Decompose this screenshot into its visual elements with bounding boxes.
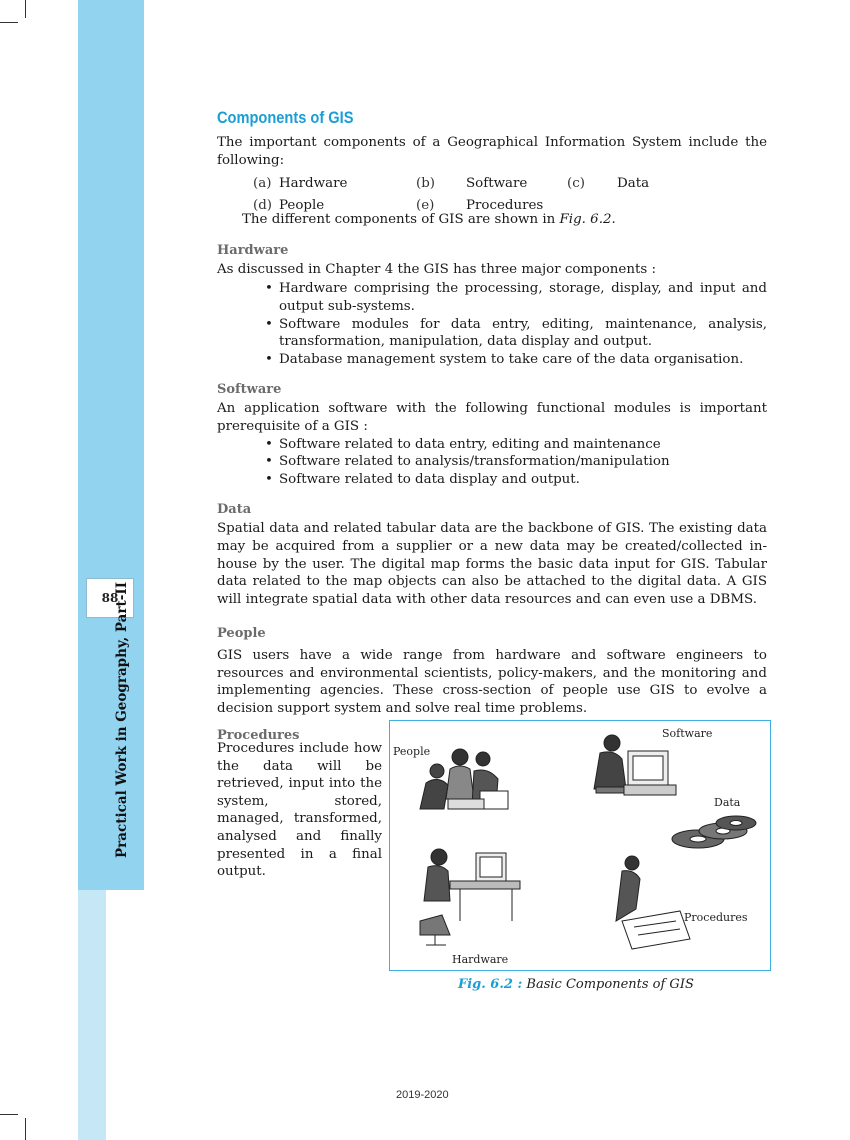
component-name: Data (617, 176, 650, 192)
list-item: • Software related to data entry, editing and maintenance (279, 436, 767, 454)
hardware-list (217, 280, 767, 368)
software-list (217, 436, 767, 489)
people-heading: People (217, 626, 266, 642)
page-number: 88 (86, 578, 134, 618)
crop-mark (25, 0, 26, 18)
main-content (217, 108, 767, 746)
figure-reference: Fig. 6.2. (559, 212, 616, 228)
procedures-heading: Procedures (217, 727, 300, 743)
hardware-illustration (420, 849, 520, 945)
book-title: Practical Work in Geography, Part-II (114, 581, 130, 858)
data-text: Spatial data and related tabular data are the backbone of GIS. The existing data may be acquired from a supplier or a new data may be created/collected in-house by the user. The digital map forms the basic data input for GIS. Tabular data related to the map objects can also be attached to the digital data. A GIS will integrate spatial data with other data resources and can even use a DBMS. (217, 521, 767, 607)
component-name: Procedures (466, 198, 544, 214)
intro-paragraph: The important components of a Geographical Information System include the following: (217, 135, 767, 168)
section-title: Components of GIS (217, 108, 354, 127)
list-item: • Software modules for data entry, editing, maintenance, analysis, transformation, manipulation, data display and output. (279, 316, 767, 351)
component-label: (d) (253, 198, 273, 214)
components-note-text: The different components of GIS are shown in (242, 212, 560, 228)
component-name: Hardware (279, 176, 348, 192)
list-item: • Software related to analysis/transformation/manipulation (279, 453, 767, 471)
crop-mark (25, 1118, 26, 1140)
hardware-heading: Hardware (217, 242, 289, 258)
figure-label-people: People (393, 745, 431, 758)
crop-mark (0, 22, 18, 23)
gis-components-figure (389, 720, 771, 971)
component-label: (c) (567, 176, 585, 192)
component-name: Software (466, 176, 528, 192)
component-label: (e) (416, 198, 435, 214)
figure-caption-text: Basic Components of GIS (522, 977, 694, 992)
component-label: (b) (416, 176, 436, 192)
data-heading: Data (217, 502, 252, 518)
figure-label-hardware: Hardware (452, 953, 509, 966)
component-label: (a) (253, 176, 272, 192)
software-heading: Software (217, 382, 282, 398)
side-strip-dark (78, 0, 144, 890)
figure-label-procedures: Procedures (684, 911, 748, 924)
software-illustration (594, 735, 676, 795)
data-illustration (672, 816, 756, 848)
hardware-text: As discussed in Chapter 4 the GIS has three major components : (217, 261, 656, 277)
figure-label-data: Data (714, 796, 741, 809)
list-item: • Hardware comprising the processing, storage, display, and input and output sub-systems. (279, 280, 767, 315)
figure-label-software: Software (662, 727, 713, 740)
procedures-text: Procedures include how the data will be retrieved, input into the system, stored, managed, transformed, analysed and finally presented in a final output. (217, 741, 382, 880)
list-item: • Database management system to take care of the data organisation. (279, 351, 767, 369)
people-illustration (420, 749, 508, 809)
list-item: • Software related to data display and output. (279, 471, 767, 489)
footer-year: 2019-2020 (396, 1089, 449, 1101)
figure-illustration (390, 721, 770, 970)
procedures-illustration (616, 856, 690, 949)
component-name: People (279, 198, 325, 214)
crop-mark (0, 1114, 18, 1115)
figure-number: Fig. 6.2 : (458, 977, 523, 992)
people-text: GIS users have a wide range from hardware and software engineers to resources and environmental scientists, policy-makers, and the monitoring and implementing agencies. These cross-section of people use GIS to evolve a decision support system and solve real time problems. (217, 648, 767, 717)
figure-caption (458, 977, 694, 992)
software-text: An application software with the following functional modules is important prerequisite of a GIS : (217, 401, 767, 434)
